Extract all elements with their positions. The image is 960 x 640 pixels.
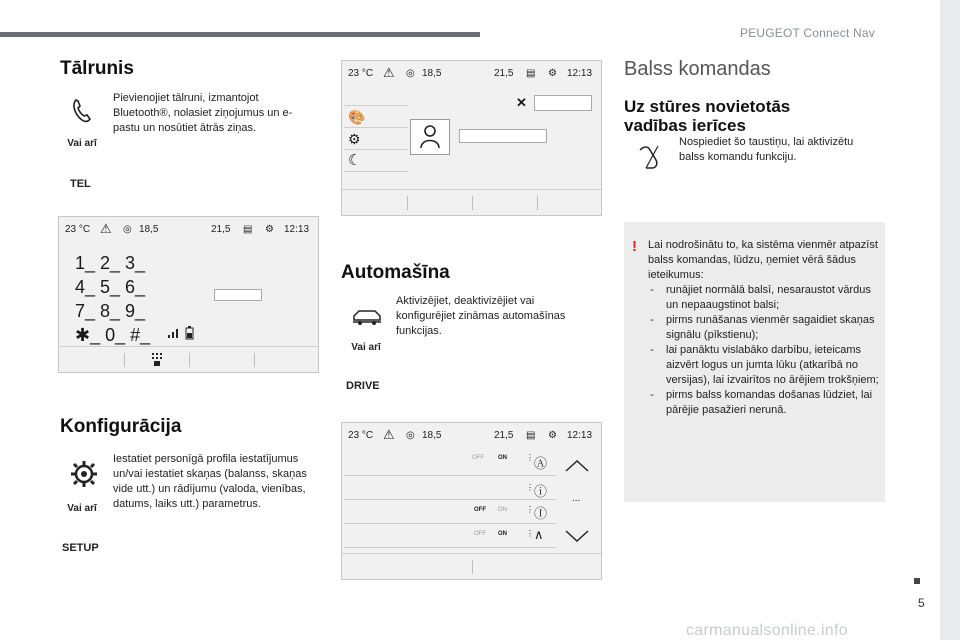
setup-screen — [341, 60, 602, 216]
color-palette-icon[interactable]: 🎨 — [348, 109, 366, 125]
profile-name-field[interactable] — [534, 95, 592, 111]
gear-icon — [70, 460, 98, 488]
divider — [124, 353, 125, 367]
screen-bottom-bar — [342, 189, 601, 215]
keyword-drive: DRIVE — [346, 380, 380, 392]
brand-label: PEUGEOT Connect Nav — [740, 26, 875, 40]
or-label-setup: Vai arī — [67, 503, 97, 514]
watermark: carmanualsonline.info — [686, 622, 848, 639]
note-intro: Lai nodrošinātu to, ka sistēma vienmēr atpazīst balss komandas, lūdzu, ņemiet vērā šādus ieteikumus: — [648, 239, 878, 281]
note-content — [648, 238, 880, 418]
message-icon: ▤ — [243, 224, 253, 235]
status-bar — [59, 217, 318, 243]
drive-screen — [341, 422, 602, 580]
balss-subtitle: Uz stūres novietotās vadības ierīces — [624, 97, 791, 135]
number-field[interactable] — [214, 289, 262, 301]
auto-text: Aktivizējiet, deaktivizējiet vai konfigurējiet zināmas automašīnas funkcijas. — [396, 295, 566, 337]
balss-text: Nospiediet šo taustiņu, lai aktivizētu balss komandu funkciju. — [679, 136, 854, 163]
divider — [472, 560, 473, 574]
toggle-off[interactable]: OFF — [474, 531, 486, 537]
more-vertical-icon[interactable]: ⋮ — [526, 483, 534, 492]
message-icon: ▤ — [526, 430, 536, 441]
gear-sound-icon[interactable]: ⚙ — [348, 131, 361, 147]
section-title-auto: Automašīna — [341, 262, 450, 283]
signal-icon — [167, 327, 181, 339]
lane-assist-icon[interactable]: Ⓐ — [534, 456, 548, 471]
page-marker — [914, 578, 920, 584]
page-number: 5 — [918, 596, 925, 610]
status-right-val: 21,5 — [494, 430, 514, 441]
more-vertical-icon[interactable]: ⋮ — [526, 505, 534, 514]
keypad-row: 4_ 5_ 6_ — [75, 277, 146, 297]
divider — [254, 353, 255, 367]
toggle-on[interactable]: ON — [498, 507, 507, 513]
section-title-telefons: Tālrunis — [60, 58, 134, 79]
close-icon[interactable]: ✕ — [516, 95, 527, 110]
gear-icon: ⚙ — [265, 224, 274, 235]
status-time: 12:13 — [284, 224, 310, 235]
note-item: - pirms runāšanas vienmēr sagaidiet skaņas signālu (pīkstienu); — [648, 313, 880, 343]
road-icon[interactable]: ∧ — [534, 527, 544, 542]
section-title-konfig: Konfigurācija — [60, 416, 182, 437]
car-icon — [351, 304, 383, 328]
nav-target-icon: ◎ — [406, 68, 415, 79]
profile-field[interactable] — [459, 129, 547, 143]
keypad-grid-icon[interactable] — [151, 352, 163, 368]
keyword-setup: SETUP — [62, 542, 99, 554]
keypad-row: ✱_ 0_ #_ — [75, 325, 151, 345]
voice-command-icon — [636, 142, 664, 172]
or-label-tel: Vai arī — [67, 138, 97, 149]
nav-target-icon: ◎ — [123, 224, 132, 235]
status-time: 12:13 — [567, 430, 593, 441]
battery-icon — [185, 325, 195, 341]
profile-button[interactable] — [410, 119, 450, 155]
row-line — [344, 475, 556, 476]
keypad-row: 7_ 8_ 9_ — [75, 301, 146, 321]
screen-bottom-bar — [342, 553, 601, 579]
warning-icon: ⚠ — [100, 221, 112, 236]
divider — [407, 196, 408, 210]
profile-icon — [411, 120, 449, 154]
gear-icon: ⚙ — [548, 430, 557, 441]
keypad-row: 1_ 2_ 3_ — [75, 253, 146, 273]
note-item: - runājiet normālā balsī, nesaraustot vārdus un nepaaugstinot balsi; — [648, 283, 880, 313]
keyword-tel: TEL — [70, 178, 91, 190]
moon-icon[interactable]: ☾ — [348, 152, 362, 169]
chevron-up-icon[interactable] — [564, 459, 590, 473]
toggle-on[interactable]: ON — [498, 455, 507, 461]
more-vertical-icon[interactable]: ⋮ — [526, 529, 534, 538]
row-line — [344, 499, 556, 500]
divider — [189, 353, 190, 367]
right-rail — [940, 0, 960, 640]
page-more: ... — [572, 493, 581, 504]
message-icon: ▤ — [526, 68, 536, 79]
status-temp: 23 °C — [65, 224, 91, 235]
konfig-text: Iestatiet personīgā profila iestatījumus un/vai iestatiet skaņas (balanss, skaņas vide utt.) un rādījumu (valoda, vienības, datums, laiks utt.) parametrus. — [113, 453, 307, 510]
telefons-text: Pievienojiet tālruni, izmantojot Bluetooth®, nolasiet ziņojumus un e-pastu un nosūtiet ātrās ziņas. — [113, 92, 293, 134]
warning-icon: ⚠ — [383, 427, 395, 442]
warning-mark: ! — [632, 238, 637, 255]
phone-icon — [70, 96, 94, 124]
tire-pressure-icon[interactable]: Ⓘ — [534, 506, 548, 521]
toggle-off[interactable]: OFF — [472, 455, 484, 461]
status-left-val: 18,5 — [422, 430, 442, 441]
section-title-balss: Balss komandas — [624, 58, 771, 80]
divider — [537, 196, 538, 210]
tel-screen — [58, 216, 319, 373]
row-line — [344, 127, 408, 128]
status-right-val: 21,5 — [494, 68, 514, 79]
or-label-drive: Vai arī — [351, 342, 381, 353]
header-bar — [0, 32, 480, 37]
row-line — [344, 171, 408, 172]
more-vertical-icon[interactable]: ⋮ — [526, 453, 534, 462]
chevron-down-icon[interactable] — [564, 529, 590, 543]
note-item: - lai panāktu vislabāko darbību, ieteicams aizvērt logus un jumta lūku (atkarībā no versijas), lai izvairītos no ārējiem trokšņiem; — [648, 343, 880, 388]
status-temp: 23 °C — [348, 68, 374, 79]
nav-target-icon: ◎ — [406, 430, 415, 441]
status-temp: 23 °C — [348, 430, 374, 441]
divider — [472, 196, 473, 210]
status-time: 12:13 — [567, 68, 593, 79]
info-icon[interactable]: ⓘ — [534, 484, 548, 499]
status-bar — [342, 61, 601, 87]
row-line — [344, 547, 556, 548]
row-line — [344, 105, 408, 106]
row-line — [344, 523, 556, 524]
gear-icon: ⚙ — [548, 68, 557, 79]
note-item: - pirms balss komandas došanas lūdziet, lai pārējie pasažieri nerunā. — [648, 388, 880, 418]
status-bar — [342, 423, 601, 449]
status-left-val: 18,5 — [422, 68, 442, 79]
status-right-val: 21,5 — [211, 224, 231, 235]
row-line — [344, 149, 408, 150]
warning-icon: ⚠ — [383, 65, 395, 80]
status-left-val: 18,5 — [139, 224, 159, 235]
toggle-on[interactable]: ON — [498, 531, 507, 537]
screen-bottom-bar — [59, 346, 318, 372]
toggle-off[interactable]: OFF — [474, 507, 486, 513]
